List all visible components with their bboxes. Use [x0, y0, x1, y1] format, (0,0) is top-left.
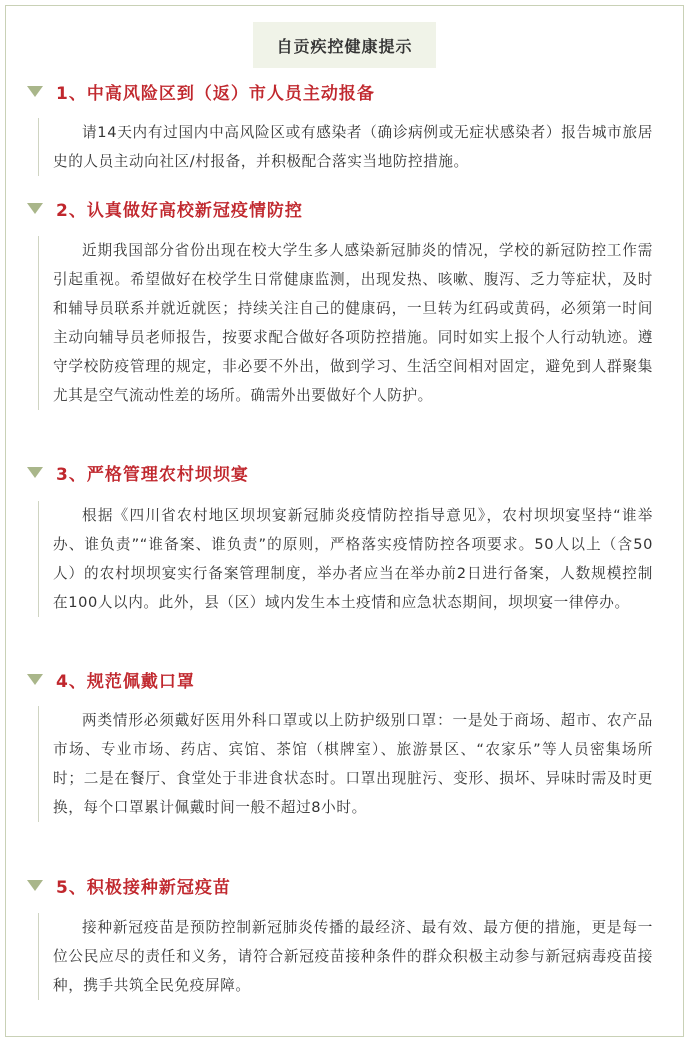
- triangle-down-icon: [27, 467, 43, 478]
- section-body-4: [38, 706, 653, 822]
- section-heading-text: 3、严格管理农村坝坝宴: [56, 464, 249, 485]
- section-heading-4: [27, 667, 195, 691]
- section-heading-text: 1、中高风险区到（返）市人员主动报备: [56, 83, 375, 104]
- section-paragraph: 接种新冠疫苗是预防控制新冠肺炎传播的最经济、最有效、最方便的措施，更是每一位公民应尽的责任和义务，请符合新冠疫苗接种条件的群众积极主动参与新冠病毒疫苗接种，携手共筑全民免疫屏障。: [53, 919, 653, 994]
- section-body-5: [38, 913, 653, 1000]
- section-heading-5: [27, 873, 231, 897]
- section-paragraph: 根据《四川省农村地区坝坝宴新冠肺炎疫情防控指导意见》，农村坝坝宴坚持“谁举办、谁负责”“谁备案、谁负责”的原则，严格落实疫情防控各项要求。50人以上（含50人）的农村坝坝宴实行备案管理制度，举办者应当在举办前2日进行备案，人数规模控制在100人以内。此外，县（区）域内发生本土疫情和应急状态期间，坝坝宴一律停办。: [53, 507, 653, 611]
- section-heading-1: [27, 79, 375, 103]
- page-title: 自贡疾控健康提示: [253, 22, 436, 68]
- section-body-1: [38, 118, 653, 176]
- section-heading-2: [27, 196, 303, 220]
- triangle-down-icon: [27, 674, 43, 685]
- section-heading-3: [27, 460, 249, 484]
- section-heading-text: 5、积极接种新冠疫苗: [56, 877, 231, 898]
- section-paragraph: 近期我国部分省份出现在校大学生多人感染新冠肺炎的情况，学校的新冠防控工作需引起重视。希望做好在校学生日常健康监测，出现发热、咳嗽、腹泻、乏力等症状，及时和辅导员联系并就近就医；持续关注自己的健康码，一旦转为红码或黄码，必须第一时间主动向辅导员老师报告，按要求配合做好各项防控措施。同时如实上报个人行动轨迹。遵守学校防疫管理的规定，非必要不外出，做到学习、生活空间相对固定，避免到人群聚集尤其是空气流动性差的场所。确需外出要做好个人防护。: [53, 242, 653, 404]
- section-body-3: [38, 501, 653, 617]
- section-heading-text: 4、规范佩戴口罩: [56, 671, 195, 692]
- triangle-down-icon: [27, 203, 43, 214]
- section-body-2: [38, 236, 653, 410]
- section-paragraph: 两类情形必须戴好医用外科口罩或以上防护级别口罩：一是处于商场、超市、农产品市场、专业市场、药店、宾馆、茶馆（棋牌室）、旅游景区、“农家乐”等人员密集场所时；二是在餐厅、食堂处于非进食状态时。口罩出现脏污、变形、损坏、异味时需及时更换，每个口罩累计佩戴时间一般不超过8小时。: [53, 712, 653, 816]
- triangle-down-icon: [27, 86, 43, 97]
- section-heading-text: 2、认真做好高校新冠疫情防控: [56, 200, 303, 221]
- triangle-down-icon: [27, 880, 43, 891]
- section-paragraph: 请14天内有过国内中高风险区或有感染者（确诊病例或无症状感染者）报告城市旅居史的人员主动向社区/村报备，并积极配合落实当地防控措施。: [53, 124, 653, 170]
